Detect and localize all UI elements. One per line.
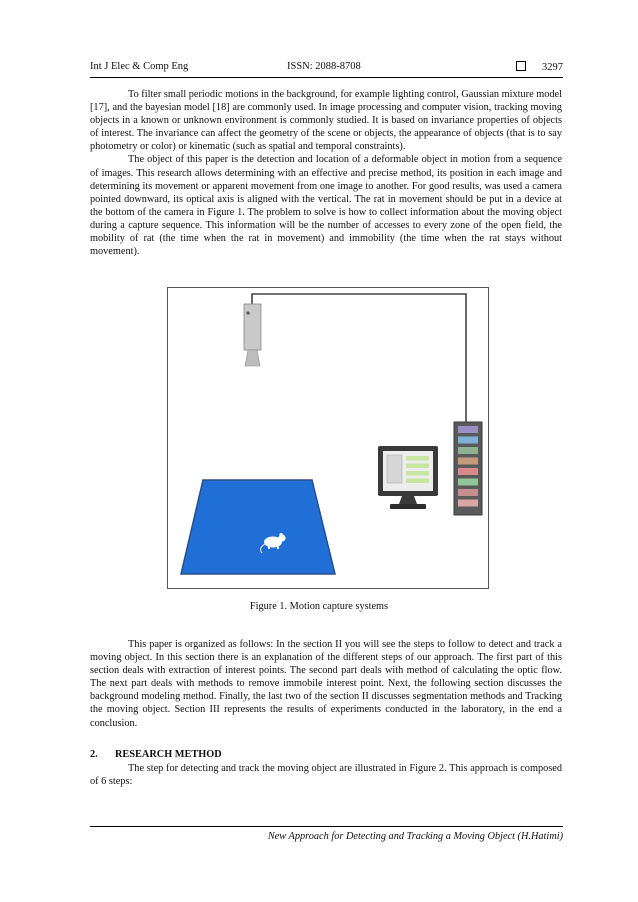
screen-panel	[387, 455, 402, 483]
paragraph: This paper is organized as follows: In the section II you will see the steps to follow to detect and track a moving object. In this section there is an explanation of the different steps of our approach. The first part of this section deals with extraction of interest points. The second part deals with method of calculating the optic flow. The next part deals with methods to remove immobile interest point. Next, the following section discusses the background modeling method. Finally, the last two of the section II discusses segmentation methods and Tracking the moving object. Section III represents the results of experiments conducted in the laboratory, in the end a conclusion.	[90, 639, 562, 729]
running-header	[90, 59, 563, 78]
camera-led	[246, 311, 249, 314]
section-title: RESEARCH METHOD	[115, 749, 222, 760]
intro-text	[90, 88, 562, 258]
camera-cable	[252, 294, 466, 422]
section-text	[90, 762, 562, 788]
page-number: 3297	[542, 62, 563, 73]
issn: ISSN: 2088-8708	[287, 61, 361, 72]
tower-slot	[458, 426, 478, 433]
figure-motion-capture	[167, 287, 489, 589]
monitor-base	[390, 504, 426, 509]
tower-slot	[458, 468, 478, 475]
paragraph: The object of this paper is the detection and location of a deformable object in motion from a sequence of images. This research allows determining with an effective and precise method, its position in each image and determining its movement or apparent movement from one image to another. For good results, was used a camera pointed downward, its optical axis is aligned with the vertical. The rat in movement should be put in a device at the bottom of the camera in Figure 1. The problem to solve is how to collect information about the moving object during a capture sequence. This information will be the number of accesses to every zone of the open field, the mobility of rat (the time when the rat in movement) and immobility (the time when the rat stays without movement).	[90, 154, 562, 258]
tower-slot	[458, 489, 478, 496]
organization-text	[90, 638, 562, 730]
paragraph: To filter small periodic motions in the background, for example lighting control, Gaussian mixture model [17], and the bayesian model [18] are commonly used. In image processing and computer vision, tracking moving objects in a known or unknown environment is commonly studied. It is based on invariance properties of objects of interest. The invariance can affect the geometry of the scene or objects, the appearance of objects (that is to say photometry or color) or kinematic (such as spatial and temporal constraints).	[90, 89, 562, 153]
monitor-stand	[399, 496, 417, 504]
tower-slot	[458, 458, 478, 465]
camera-body	[244, 304, 261, 350]
tower-slot	[458, 479, 478, 486]
section-number: 2.	[90, 749, 98, 760]
open-field-arena	[181, 480, 335, 574]
page-number-group	[516, 61, 563, 73]
tower-slot	[458, 437, 478, 444]
running-footer: New Approach for Detecting and Tracking a Moving Object (H.Hatimi)	[90, 826, 563, 842]
tower-slot	[458, 500, 478, 507]
paragraph: The step for detecting and track the moving object are illustrated in Figure 2. This approach is composed of 6 steps:	[90, 763, 562, 788]
section-heading	[90, 749, 222, 760]
figure-caption: Figure 1. Motion capture systems	[249, 601, 389, 612]
camera-lens	[245, 350, 260, 366]
journal-name: Int J Elec & Comp Eng	[90, 61, 189, 72]
tower-slot	[458, 447, 478, 454]
screen-bar	[406, 479, 429, 484]
screen-bar	[406, 456, 429, 461]
screen-bar	[406, 471, 429, 476]
square-bullet-icon	[516, 61, 526, 71]
motion-capture-illustration	[168, 288, 488, 588]
screen-bar	[406, 464, 429, 469]
